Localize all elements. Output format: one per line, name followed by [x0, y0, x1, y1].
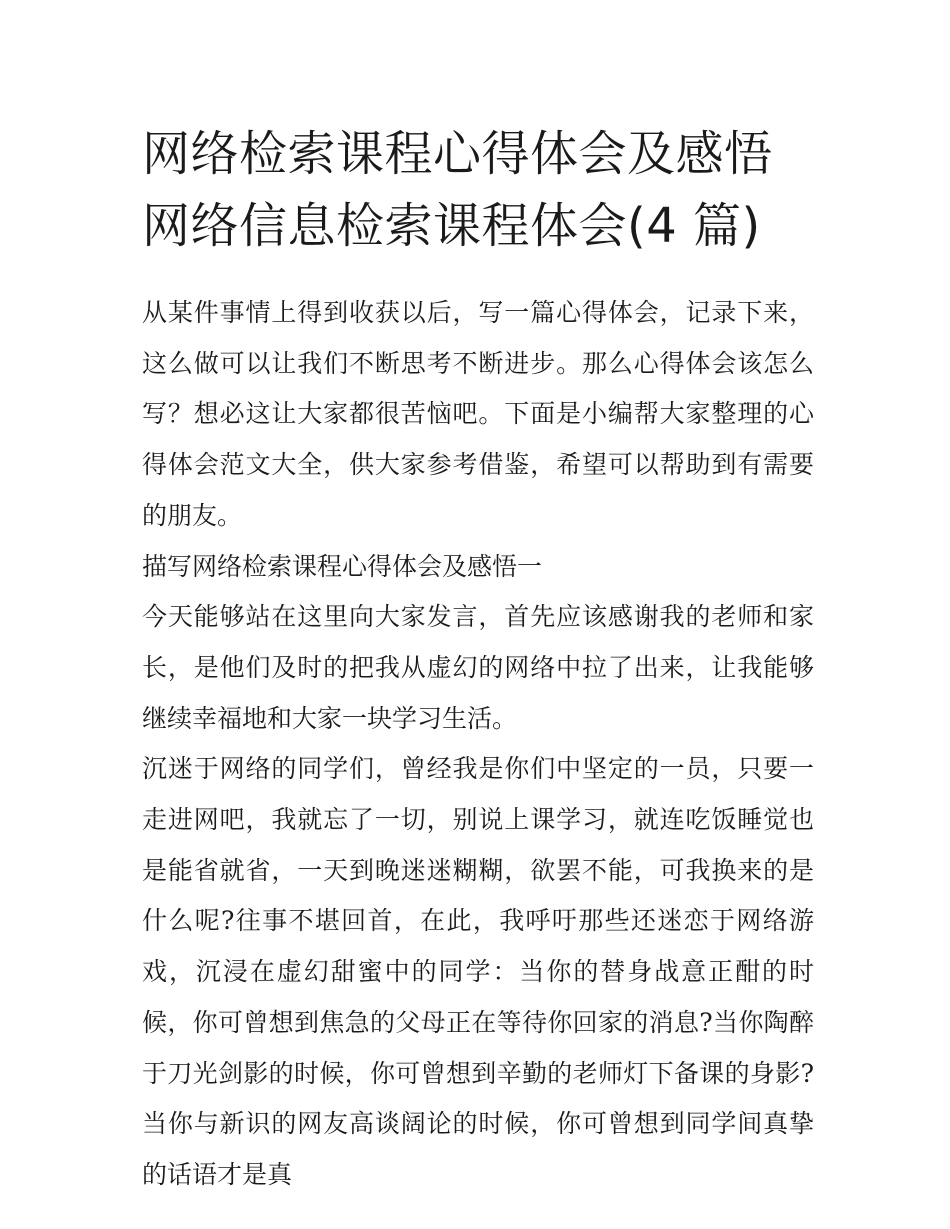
document-title: [142, 118, 814, 262]
paragraph-thanks: 今天能够站在这里向大家发言，首先应该感谢我的老师和家长，是他们及时的把我从虚幻的网络中拉了出来，让我能够继续幸福地和大家一块学习生活。: [142, 602, 814, 733]
title-line-2: 网络信息检索课程体会(4 篇): [142, 198, 761, 254]
paragraph-intro: 从某件事情上得到收获以后，写一篇心得体会，记录下来，这么做可以让我们不断思考不断进步。那么心得体会该怎么写？想必这让大家都很苦恼吧。下面是小编帮大家整理的心得体会范文大全，供大家参考借鉴，希望可以帮助到有需要的朋友。: [142, 298, 814, 530]
document-body: [142, 288, 814, 1201]
document-page: [142, 118, 814, 1201]
title-line-1: 网络检索课程心得体会及感悟: [142, 126, 773, 182]
section-heading: 描写网络检索课程心得体会及感悟一: [142, 551, 543, 581]
paragraph-appeal: 沉迷于网络的同学们，曾经我是你们中坚定的一员，只要一走进网吧，我就忘了一切，别说上课学习，就连吃饭睡觉也是能省就省，一天到晚迷迷糊糊，欲罢不能，可我换来的是什么呢?往事不堪回首，在此，我呼吁那些还迷恋于网络游戏，沉浸在虚幻甜蜜中的同学：当你的替身战意正酣的时候，你可曾想到焦急的父母正在等待你回家的消息?当你陶醉于刀光剑影的时候，你可曾想到辛勤的老师灯下备课的身影?当你与新识的网友高谈阔论的时候，你可曾想到同学间真挚的话语才是真: [142, 754, 814, 1189]
